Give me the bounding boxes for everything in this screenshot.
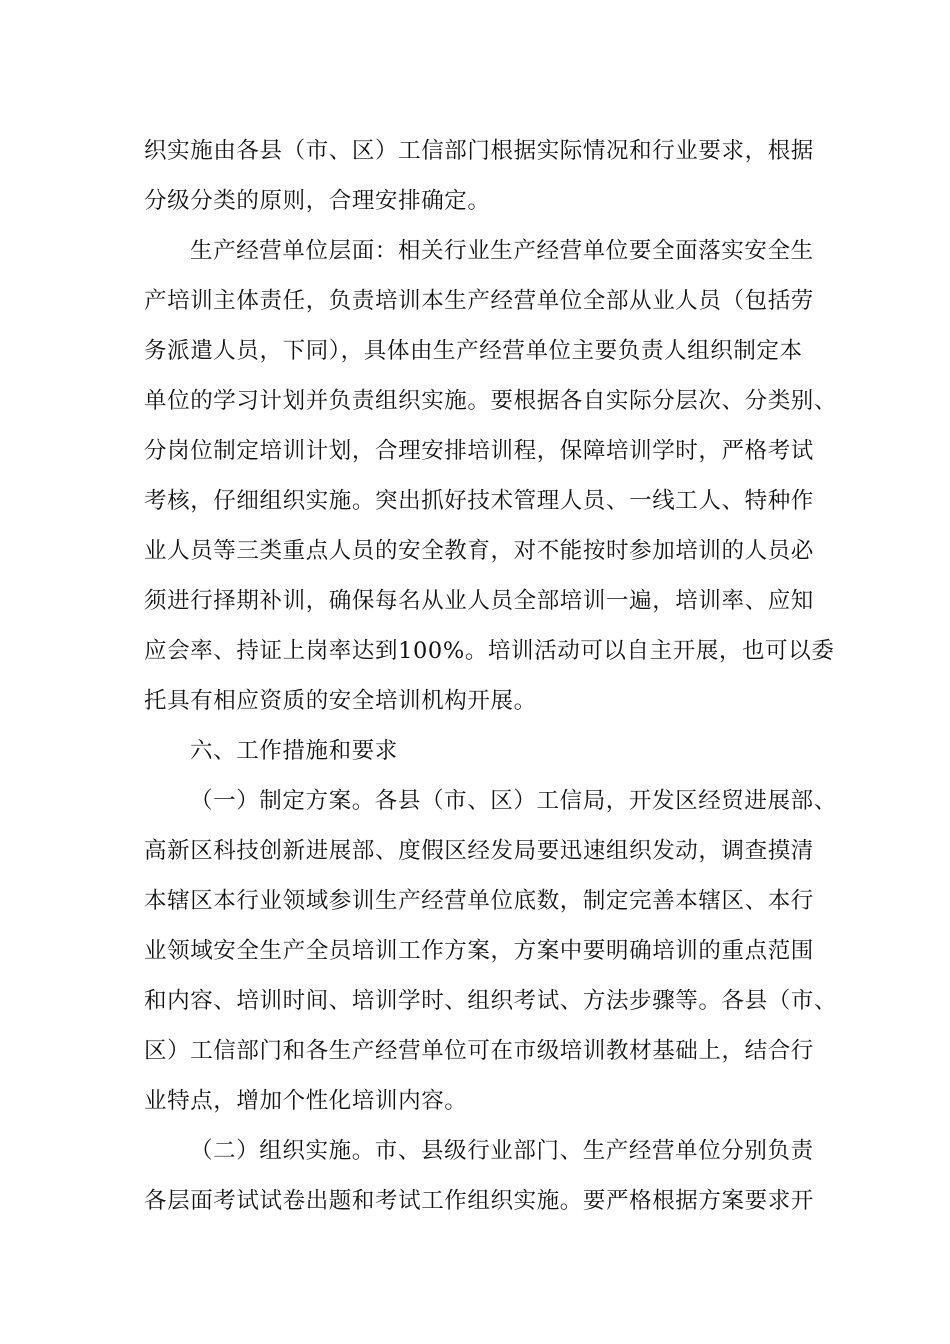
paragraph-line: 分级分类的原则，合理安排确定。 [144,188,491,214]
paragraph-line: 区）工信部门和各生产经营单位可在市级培训教材基础上，结合行 [144,1038,814,1064]
paragraph-line: 业特点，增加个性化培训内容。 [144,1088,468,1114]
paragraph-line: 应会率、持证上岗率达到100%。培训活动可以自主开展，也可以委 [144,638,835,664]
paragraph-line: 考核，仔细组织实施。突出抓好技术管理人员、一线工人、特种作 [144,488,814,514]
paragraph-line: （二）组织实施。市、县级行业部门、生产经营单位分别负责 [190,1138,814,1164]
paragraph-line: 须进行择期补训，确保每名从业人员全部培训一遍，培训率、应知 [144,588,814,614]
paragraph-line: 高新区科技创新进展部、度假区经发局要迅速组织发动，调查摸清 [144,838,814,864]
paragraph-line: 和内容、培训时间、培训学时、组织考试、方法步骤等。各县（市、 [144,988,838,1014]
section-heading: 六、工作措施和要求 [190,738,398,764]
paragraph-line: （一）制定方案。各县（市、区）工信局，开发区经贸进展部、 [190,788,837,814]
paragraph-line: 分岗位制定培训计划，合理安排培训程，保障培训学时，严格考试 [144,438,814,464]
paragraph-line: 织实施由各县（市、区）工信部门根据实际情况和行业要求，根据 [144,138,814,164]
paragraph-line: 产培训主体责任，负责培训本生产经营单位全部从业人员（包括劳 [144,288,814,314]
paragraph-line: 业人员等三类重点人员的安全教育，对不能按时参加培训的人员必 [144,538,814,564]
paragraph-line: 托具有相应资质的安全培训机构开展。 [144,688,537,714]
paragraph-line: 各层面考试试卷出题和考试工作组织实施。要严格根据方案要求开 [144,1188,814,1214]
paragraph-line: 生产经营单位层面：相关行业生产经营单位要全面落实安全生 [190,238,814,264]
paragraph-line: 本辖区本行业领域参训生产经营单位底数，制定完善本辖区、本行 [144,888,814,914]
paragraph-line: 单位的学习计划并负责组织实施。要根据各自实际分层次、分类别、 [144,388,838,414]
paragraph-line: 务派遣人员，下同），具体由生产经营单位主要负责人组织制定本 [144,338,803,364]
paragraph-line: 业领域安全生产全员培训工作方案，方案中要明确培训的重点范围 [144,938,814,964]
